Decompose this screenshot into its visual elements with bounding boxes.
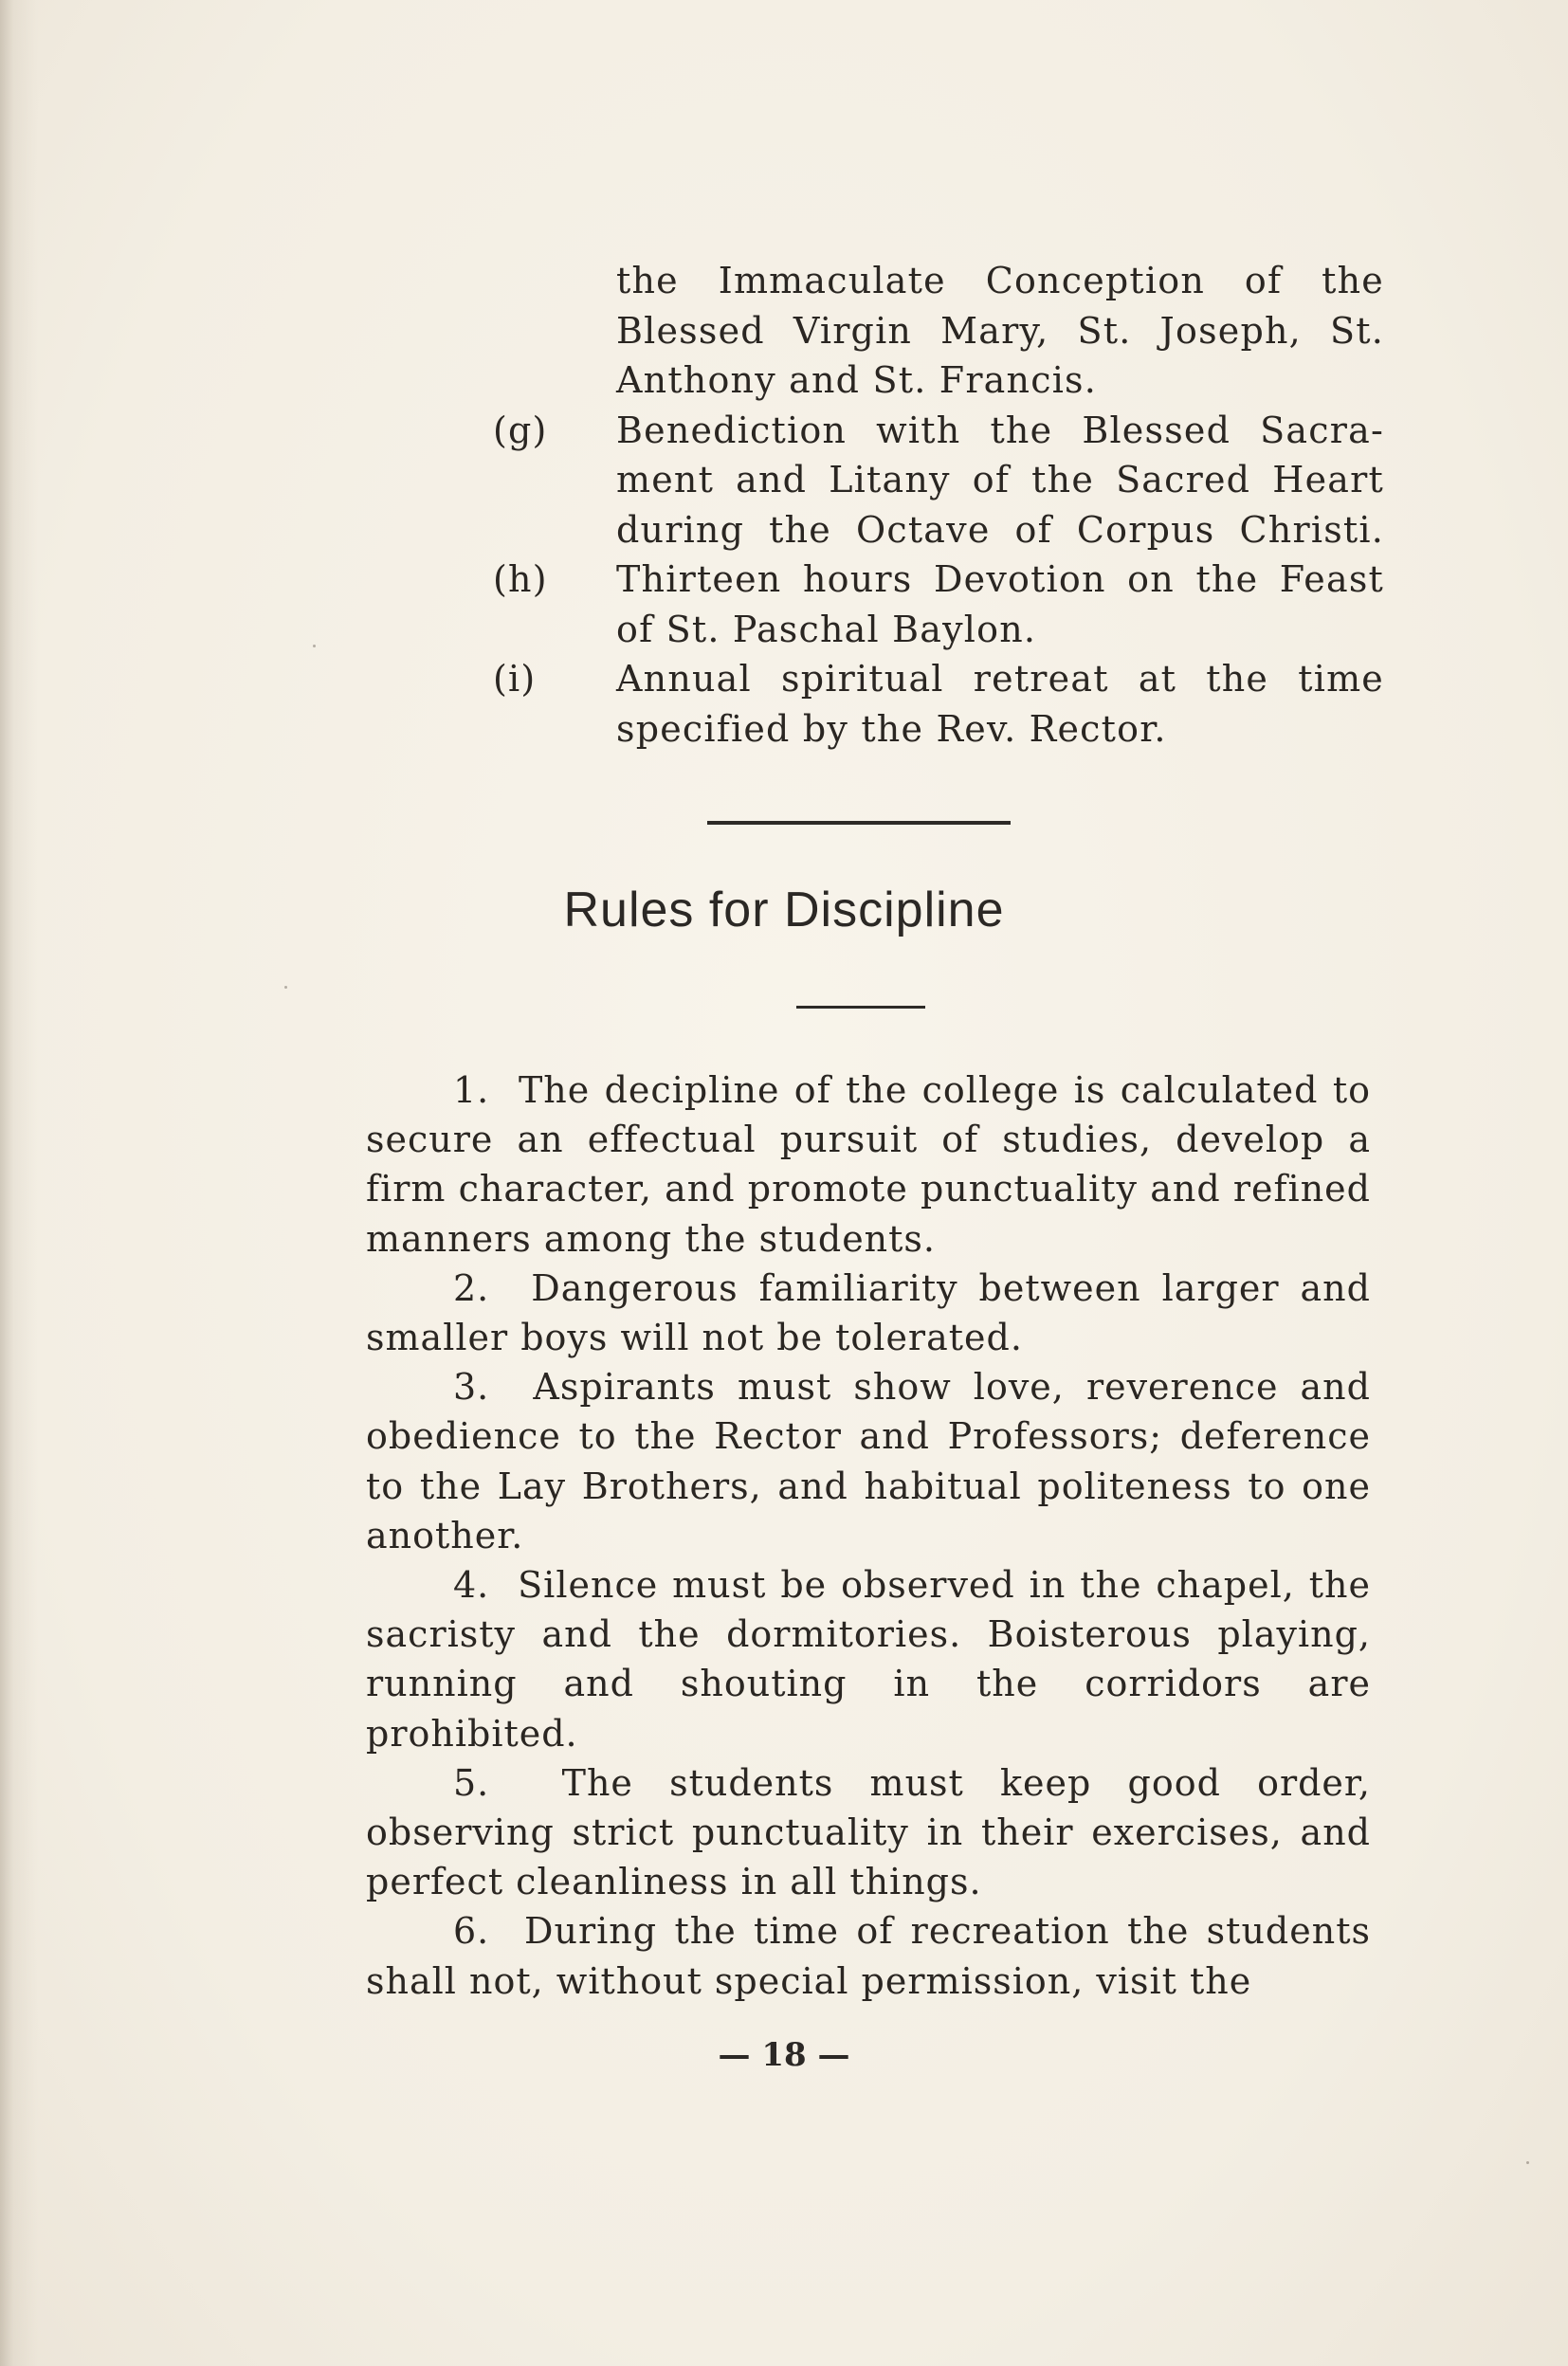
discipline-rules — [366, 1065, 1371, 2006]
list-line — [474, 355, 1384, 406]
list-line-text: ment and Litany of the Sacred Heart — [616, 459, 1384, 500]
list-line-text: the Immaculate Conception of the — [616, 260, 1384, 301]
list-line — [474, 455, 1384, 505]
rule-text: Dangerous familiarity between larger and smaller boys will not be tolerated. — [366, 1266, 1371, 1359]
list-line — [474, 704, 1384, 755]
list-line-text: Blessed Virgin Mary, St. Joseph, St. — [616, 309, 1384, 352]
rule-number: 1. — [453, 1069, 490, 1111]
list-line-text: of St. Paschal Baylon. — [616, 608, 1037, 650]
list-line — [474, 256, 1384, 306]
paper-speck — [1526, 2161, 1529, 2164]
section-divider-top — [707, 821, 1011, 825]
rule-number: 6. — [453, 1910, 490, 1953]
rule-text: Silence must be observed in the chapel, the sacristy and the dormitories. Boisterous playing, running and shouting in the corridors are prohibited. — [366, 1564, 1371, 1755]
section-divider-bottom — [796, 1006, 925, 1009]
rule-paragraph — [366, 1758, 1371, 1907]
list-marker: (i) — [493, 658, 537, 700]
rule-number: 5. — [453, 1761, 490, 1804]
rule-text: Aspirants must show love, reverence and obedience to the Rector and Professors; deference to the Lay Brothers, and habitual politeness to one another. — [366, 1366, 1371, 1556]
list-line-text: Thirteen hours Devotion on the Feast — [616, 558, 1384, 600]
devotions-list-continuation — [474, 256, 1384, 754]
rule-number: 4. — [453, 1564, 490, 1607]
paper-speck — [284, 986, 287, 989]
list-line-text: during the Octave of Corpus Christi. — [616, 508, 1384, 551]
rule-number: 3. — [453, 1366, 490, 1409]
rule-paragraph — [366, 1065, 1371, 1264]
rule-text: The students must keep good order, observing strict punctuality in their exercises, and perfect cleanliness in all things. — [366, 1761, 1371, 1903]
rule-text: During the time of recreation the students shall not, without special permission, visit the — [366, 1910, 1371, 2002]
list-line — [474, 654, 1384, 704]
list-line — [474, 406, 1384, 456]
rule-number: 2. — [453, 1266, 490, 1309]
rule-paragraph — [366, 1362, 1371, 1560]
list-line — [474, 555, 1384, 605]
rule-paragraph — [366, 1264, 1371, 1362]
list-marker: (h) — [493, 558, 548, 600]
list-line — [474, 605, 1384, 655]
rule-text: The decipline of the college is calculated to secure an effectual pursuit of studies, develop a firm character, and promote punctuality and refined manners among the students. — [366, 1069, 1371, 1260]
page-number: — 18 — — [718, 2036, 850, 2074]
rule-paragraph — [366, 1560, 1371, 1758]
list-line — [474, 306, 1384, 356]
list-line-text: Benediction with the Blessed Sacra- — [616, 409, 1384, 451]
list-marker: (g) — [493, 409, 548, 451]
list-line-text: Anthony and St. Francis. — [616, 359, 1098, 401]
list-line — [474, 505, 1384, 555]
paper-speck — [313, 645, 316, 647]
rule-paragraph — [366, 1906, 1371, 2005]
list-line-text: Annual spiritual retreat at the time — [616, 658, 1384, 700]
list-line-text: specified by the Rev. Rector. — [616, 707, 1167, 750]
section-heading: Rules for Discipline — [563, 883, 1005, 937]
